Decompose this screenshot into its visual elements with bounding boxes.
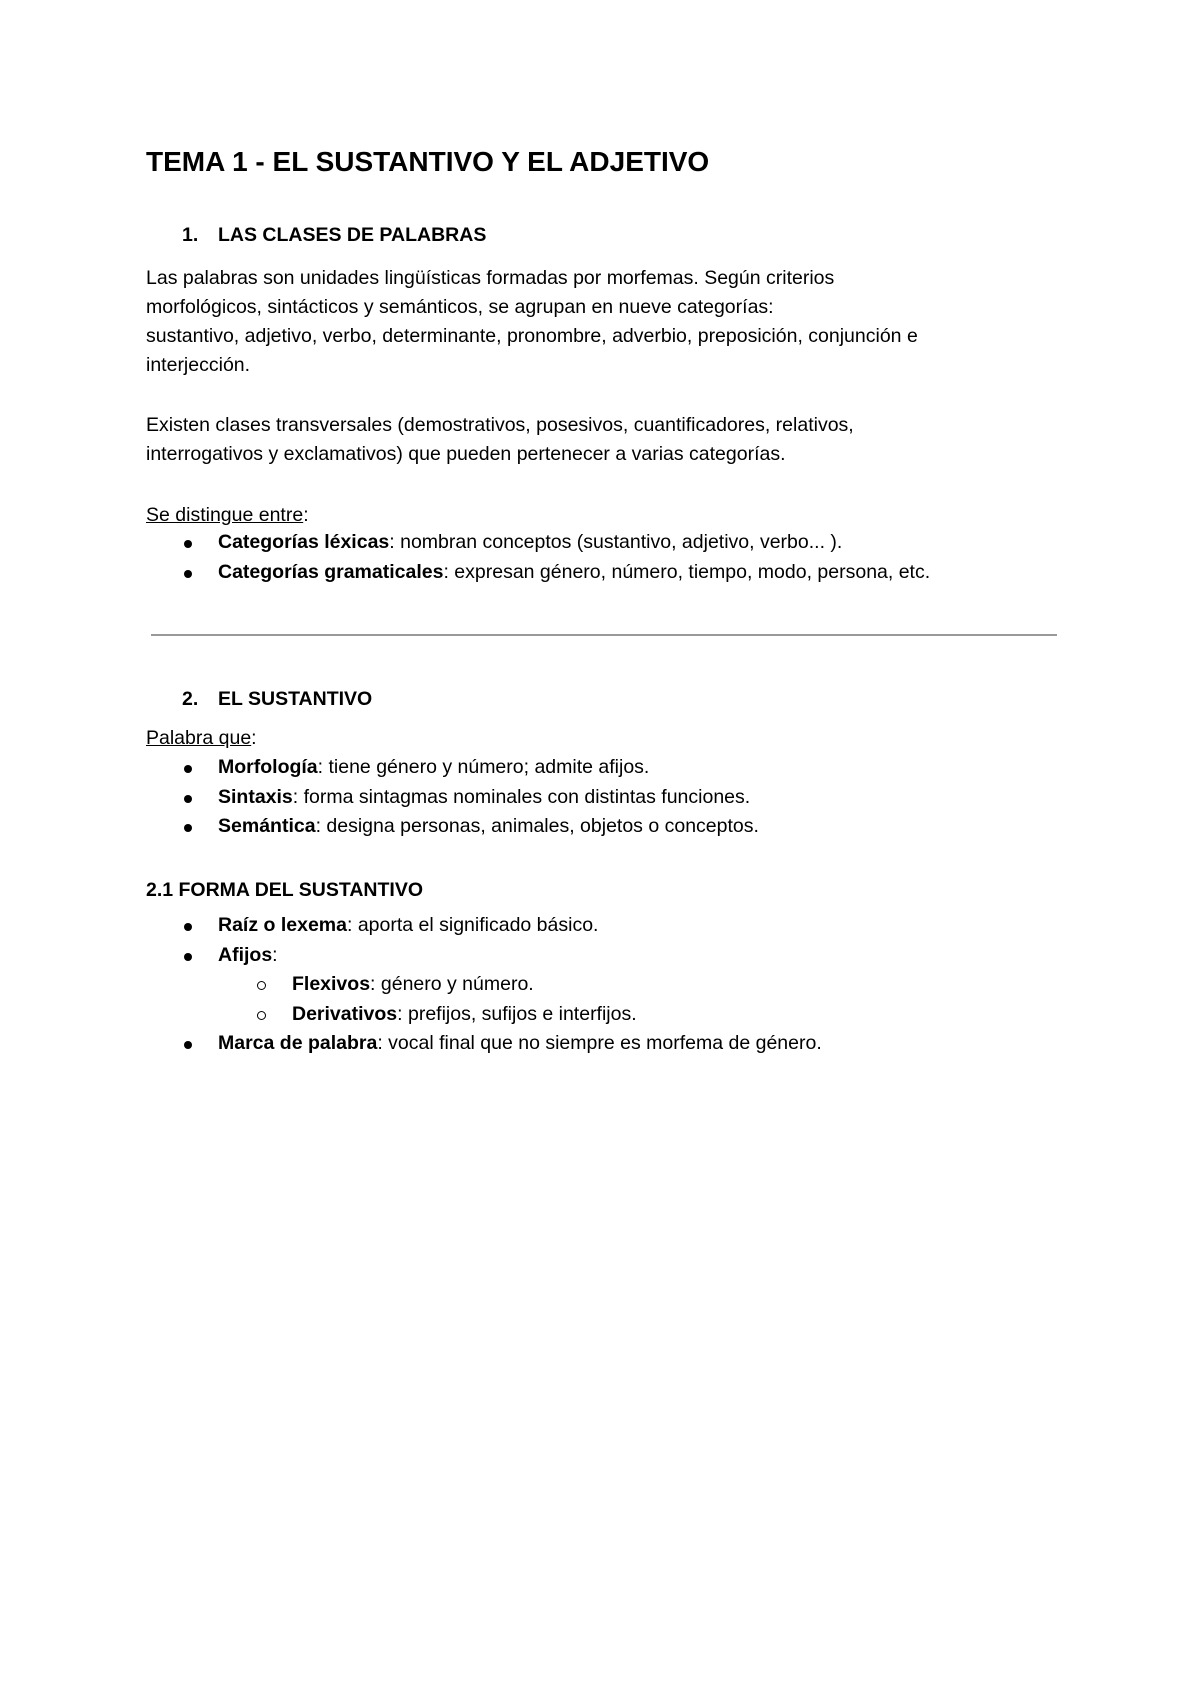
list-item-text: : nombran conceptos (sustantivo, adjetivo, verbo... ).: [389, 531, 843, 553]
list-item-term: Categorías léxicas: [218, 531, 390, 553]
list-item: [0, 558, 930, 588]
section-2-lead: [146, 725, 257, 751]
list-item: [0, 783, 759, 813]
list-item-text: : expresan género, número, tiempo, modo, persona, etc.: [443, 560, 931, 583]
section-2-1-heading: 2.1 FORMA DEL SUSTANTIVO: [146, 879, 423, 901]
list-item-text: : aporta el significado básico.: [346, 914, 599, 936]
section-2-title: EL SUSTANTIVO: [218, 688, 373, 710]
list-item-term: Afijos: [218, 943, 273, 966]
list-item-term: Sintaxis: [218, 785, 293, 808]
paragraph-line: Existen clases transversales (demostrativos, posesivos, cuantificadores, relativos,: [146, 414, 854, 436]
list-item-text: : tiene género y número; admite afijos.: [317, 756, 650, 778]
horizontal-divider: [151, 634, 1057, 636]
hollow-bullet-icon: [257, 1011, 266, 1020]
list-item: [0, 528, 930, 558]
section-1-lead: [146, 502, 309, 528]
section-2-heading: [146, 686, 372, 712]
section-2-number: 2.: [182, 688, 199, 710]
section-2-1-list: [0, 911, 822, 1059]
bullet-icon: [184, 765, 192, 773]
list-item-term: Categorías gramaticales: [218, 560, 444, 583]
section-1-number: 1.: [182, 224, 199, 246]
section-1-title: LAS CLASES DE PALABRAS: [218, 224, 487, 246]
bullet-icon: [184, 923, 192, 931]
lead-punct: :: [303, 504, 309, 526]
paragraph-line: morfológicos, sintácticos y semánticos, se agrupan en nueve categorías:: [146, 296, 774, 318]
list-item-term: Marca de palabra: [218, 1032, 378, 1054]
paragraph-line: sustantivo, adjetivo, verbo, determinante, pronombre, adverbio, preposición, conjunción e: [146, 325, 918, 347]
list-item: [0, 1029, 822, 1059]
bullet-icon: [184, 1041, 192, 1049]
list-item-term: Derivativos: [292, 1002, 398, 1025]
list-item-text: : designa personas, animales, objetos o conceptos.: [315, 815, 759, 837]
bullet-icon: [184, 824, 192, 832]
bullet-icon: [184, 570, 192, 578]
section-2-list: [0, 753, 759, 842]
section-1-paragraph-1: [146, 264, 1046, 380]
bullet-icon: [184, 540, 192, 548]
list-item-text: : género y número.: [370, 973, 534, 995]
lead-punct: :: [251, 727, 257, 749]
list-item-text: : forma sintagmas nominales con distintas funciones.: [292, 785, 751, 808]
list-item: [0, 941, 822, 971]
list-item-text: :: [272, 943, 278, 966]
section-1-list: [0, 528, 930, 587]
lead-underlined-text: Palabra que: [146, 727, 252, 749]
list-item: [0, 911, 822, 941]
list-item-term: Raíz o lexema: [218, 914, 347, 936]
sub-list-item: [0, 1000, 822, 1030]
list-item-text: : prefijos, sufijos e interfijos.: [397, 1002, 637, 1025]
hollow-bullet-icon: [257, 981, 266, 990]
lead-underlined-text: Se distingue entre: [146, 504, 304, 526]
list-item-text: : vocal final que no siempre es morfema de género.: [377, 1032, 822, 1054]
list-item-term: Morfología: [218, 756, 318, 778]
bullet-icon: [184, 795, 192, 803]
sub-list-item: [0, 970, 822, 1000]
document-title: TEMA 1 - EL SUSTANTIVO Y EL ADJETIVO: [146, 146, 710, 177]
section-1-heading: [146, 222, 486, 248]
section-1-paragraph-2: [146, 411, 1046, 469]
list-item: [0, 812, 759, 842]
list-item-term: Flexivos: [292, 973, 371, 995]
paragraph-line: interjección.: [146, 354, 251, 376]
paragraph-line: Las palabras son unidades lingüísticas formadas por morfemas. Según criterios: [146, 267, 835, 289]
list-item-term: Semántica: [218, 815, 316, 837]
list-item: [0, 753, 759, 783]
paragraph-line: interrogativos y exclamativos) que pueden pertenecer a varias categorías.: [146, 443, 786, 465]
bullet-icon: [184, 953, 192, 961]
